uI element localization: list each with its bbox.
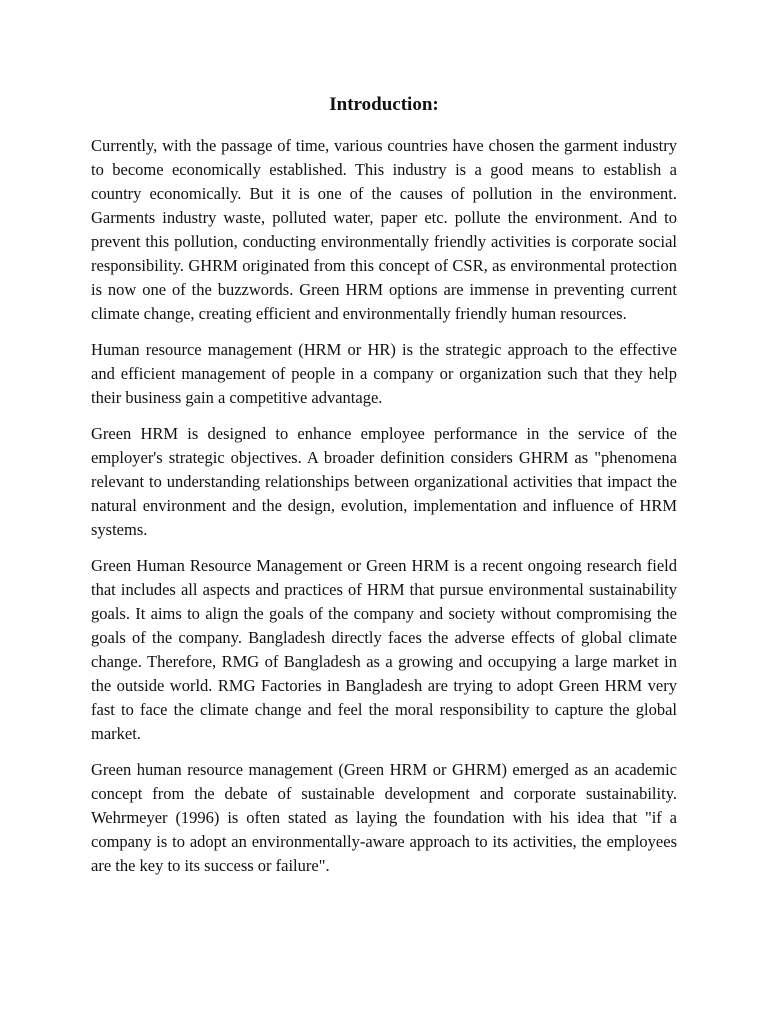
paragraph-green-hrm-research: Green Human Resource Management or Green HRM is a recent ongoing research field that includes all aspects and practices of HRM that pursue environmental sustainability goals. It aims to align the goals of the company and society without compromising the goals of the company. Bangladesh directly faces the adverse effects of global climate change. Therefore, RMG of Bangladesh as a growing and occupying a large market in the outside world. RMG Factories in Bangladesh are trying to adopt Green HRM very fast to face the climate change and feel the moral responsibility to capture the global market. xyxy=(91,556,677,743)
page-title: Introduction: xyxy=(329,94,439,115)
paragraph-green-hrm-design: Green HRM is designed to enhance employee performance in the service of the employer's strategic objectives. A broader definition considers GHRM as "phenomena relevant to understanding relationships between organizational activities that impact the natural environment and the design, evolution, implementation and influence of HRM systems. xyxy=(91,424,677,539)
paragraph-green-hrm-origin: Green human resource management (Green HRM or GHRM) emerged as an academic concept from the debate of sustainable development and corporate sustainability. Wehrmeyer (1996) is often stated as laying the foundation with his idea that "if a company is to adopt an environmentally-aware approach to its activities, the employees are the key to its success or failure". xyxy=(91,760,677,875)
document-body xyxy=(91,92,677,890)
paragraph-hrm-definition: Human resource management (HRM or HR) is the strategic approach to the effective and efficient management of people in a company or organization such that they help their business gain a competitive advantage. xyxy=(91,340,677,407)
paragraph-csr-intro: Currently, with the passage of time, various countries have chosen the garment industry to become economically established. This industry is a good means to establish a country economically. But it is one of the causes of pollution in the environment. Garments industry waste, polluted water, paper etc. pollute the environment. And to prevent this pollution, conducting environmentally friendly activities is corporate social responsibility. GHRM originated from this concept of CSR, as environmental protection is now one of the buzzwords. Green HRM options are immense in preventing current climate change, creating efficient and environmentally friendly human resources. xyxy=(91,136,677,323)
